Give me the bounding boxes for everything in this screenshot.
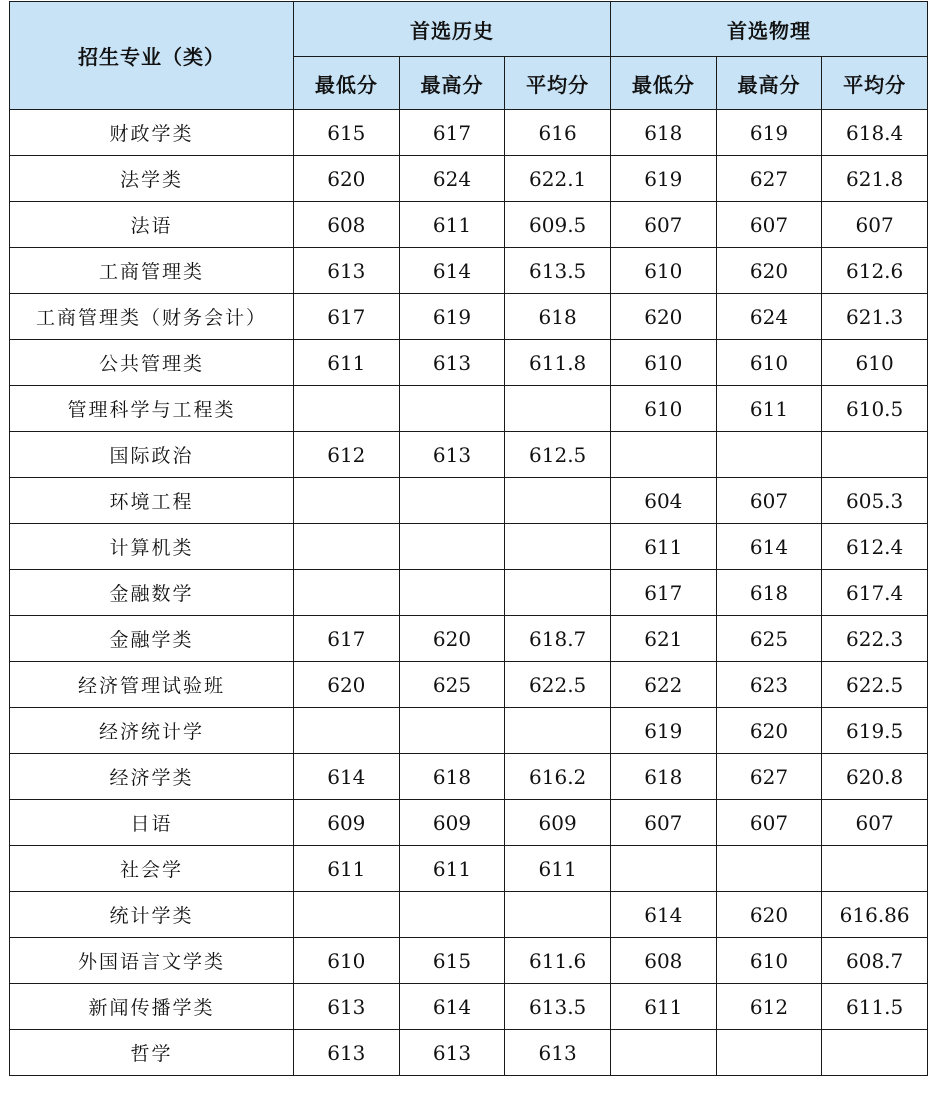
cell-physics-min: 608 — [610, 938, 716, 984]
header-group-physics: 首选物理 — [610, 2, 927, 57]
cell-history-max — [399, 570, 505, 616]
cell-history-max: 614 — [399, 984, 505, 1030]
cell-history-min: 620 — [294, 662, 400, 708]
cell-physics-max: 619 — [716, 110, 822, 156]
cell-physics-min: 611 — [610, 984, 716, 1030]
cell-physics-max: 620 — [716, 248, 822, 294]
cell-physics-max: 610 — [716, 938, 822, 984]
cell-history-max — [399, 478, 505, 524]
table-row — [10, 1030, 928, 1076]
header-history-avg: 平均分 — [505, 57, 611, 110]
table-row — [10, 846, 928, 892]
cell-history-avg: 613 — [505, 1030, 611, 1076]
header-history-min: 最低分 — [294, 57, 400, 110]
cell-major: 社会学 — [10, 846, 294, 892]
cell-major: 统计学类 — [10, 892, 294, 938]
cell-major: 金融学类 — [10, 616, 294, 662]
cell-history-avg: 612.5 — [505, 432, 611, 478]
cell-physics-avg: 622.3 — [822, 616, 928, 662]
cell-history-max: 611 — [399, 202, 505, 248]
cell-history-min — [294, 478, 400, 524]
cell-physics-avg: 618.4 — [822, 110, 928, 156]
cell-physics-avg: 611.5 — [822, 984, 928, 1030]
table-row — [10, 938, 928, 984]
cell-physics-min — [610, 432, 716, 478]
cell-history-avg: 616.2 — [505, 754, 611, 800]
cell-history-min — [294, 708, 400, 754]
cell-history-max — [399, 892, 505, 938]
cell-history-max: 614 — [399, 248, 505, 294]
cell-history-min: 612 — [294, 432, 400, 478]
cell-history-avg: 613.5 — [505, 248, 611, 294]
cell-physics-avg: 608.7 — [822, 938, 928, 984]
cell-history-avg — [505, 524, 611, 570]
cell-history-min: 613 — [294, 984, 400, 1030]
header-major: 招生专业（类） — [10, 2, 294, 110]
cell-history-max: 618 — [399, 754, 505, 800]
table-row — [10, 294, 928, 340]
cell-major: 外国语言文学类 — [10, 938, 294, 984]
cell-physics-avg: 619.5 — [822, 708, 928, 754]
cell-history-min: 608 — [294, 202, 400, 248]
cell-history-avg: 616 — [505, 110, 611, 156]
cell-major: 财政学类 — [10, 110, 294, 156]
cell-physics-avg: 612.6 — [822, 248, 928, 294]
table-body — [10, 110, 928, 1076]
cell-physics-min: 619 — [610, 156, 716, 202]
cell-history-max: 613 — [399, 1030, 505, 1076]
header-history-max: 最高分 — [399, 57, 505, 110]
cell-history-max: 615 — [399, 938, 505, 984]
cell-physics-avg: 616.86 — [822, 892, 928, 938]
table-row — [10, 110, 928, 156]
cell-history-avg — [505, 478, 611, 524]
header-group-history: 首选历史 — [294, 2, 611, 57]
table-row — [10, 800, 928, 846]
cell-history-min — [294, 524, 400, 570]
cell-history-min: 609 — [294, 800, 400, 846]
cell-physics-avg: 622.5 — [822, 662, 928, 708]
cell-physics-avg: 610.5 — [822, 386, 928, 432]
cell-physics-max: 620 — [716, 892, 822, 938]
table-row — [10, 386, 928, 432]
cell-physics-avg: 612.4 — [822, 524, 928, 570]
cell-physics-avg: 610 — [822, 340, 928, 386]
cell-history-min — [294, 570, 400, 616]
cell-major: 环境工程 — [10, 478, 294, 524]
cell-history-max: 625 — [399, 662, 505, 708]
cell-major: 经济统计学 — [10, 708, 294, 754]
table-row — [10, 340, 928, 386]
cell-history-max: 611 — [399, 846, 505, 892]
cell-history-max: 619 — [399, 294, 505, 340]
cell-history-min: 610 — [294, 938, 400, 984]
cell-history-min — [294, 892, 400, 938]
cell-major: 工商管理类（财务会计） — [10, 294, 294, 340]
cell-physics-min: 618 — [610, 754, 716, 800]
cell-history-avg — [505, 892, 611, 938]
cell-history-max: 613 — [399, 340, 505, 386]
cell-physics-min: 620 — [610, 294, 716, 340]
cell-history-avg — [505, 386, 611, 432]
table-row — [10, 984, 928, 1030]
cell-physics-min: 607 — [610, 800, 716, 846]
header-physics-max: 最高分 — [716, 57, 822, 110]
cell-history-min: 613 — [294, 1030, 400, 1076]
header-row-groups — [10, 2, 928, 57]
cell-physics-min: 611 — [610, 524, 716, 570]
cell-physics-min: 621 — [610, 616, 716, 662]
cell-major: 法语 — [10, 202, 294, 248]
cell-history-avg: 618.7 — [505, 616, 611, 662]
cell-history-avg: 611.6 — [505, 938, 611, 984]
cell-major: 国际政治 — [10, 432, 294, 478]
cell-major: 公共管理类 — [10, 340, 294, 386]
cell-physics-min: 607 — [610, 202, 716, 248]
cell-physics-max: 607 — [716, 800, 822, 846]
cell-history-max: 617 — [399, 110, 505, 156]
cell-physics-max: 614 — [716, 524, 822, 570]
cell-physics-max: 627 — [716, 156, 822, 202]
table-row — [10, 570, 928, 616]
table-header — [10, 2, 928, 110]
cell-physics-max — [716, 1030, 822, 1076]
cell-history-avg: 609 — [505, 800, 611, 846]
table-row — [10, 616, 928, 662]
cell-physics-min: 617 — [610, 570, 716, 616]
cell-physics-avg: 607 — [822, 202, 928, 248]
cell-physics-max: 607 — [716, 202, 822, 248]
cell-physics-max: 610 — [716, 340, 822, 386]
cell-history-avg: 611 — [505, 846, 611, 892]
cell-history-max: 609 — [399, 800, 505, 846]
cell-history-min — [294, 386, 400, 432]
cell-history-max: 613 — [399, 432, 505, 478]
cell-major: 日语 — [10, 800, 294, 846]
cell-physics-max: 612 — [716, 984, 822, 1030]
cell-physics-min: 622 — [610, 662, 716, 708]
cell-history-min: 611 — [294, 846, 400, 892]
cell-major: 金融数学 — [10, 570, 294, 616]
cell-physics-max: 607 — [716, 478, 822, 524]
cell-history-avg: 622.5 — [505, 662, 611, 708]
cell-history-max — [399, 386, 505, 432]
cell-history-min: 615 — [294, 110, 400, 156]
cell-physics-min: 614 — [610, 892, 716, 938]
cell-physics-max: 618 — [716, 570, 822, 616]
cell-physics-avg: 605.3 — [822, 478, 928, 524]
table-row — [10, 432, 928, 478]
cell-physics-min: 604 — [610, 478, 716, 524]
cell-physics-min — [610, 846, 716, 892]
cell-physics-max: 625 — [716, 616, 822, 662]
cell-major: 工商管理类 — [10, 248, 294, 294]
cell-history-max: 624 — [399, 156, 505, 202]
cell-history-avg: 622.1 — [505, 156, 611, 202]
cell-major: 计算机类 — [10, 524, 294, 570]
cell-history-avg: 618 — [505, 294, 611, 340]
table-row — [10, 754, 928, 800]
cell-physics-min: 610 — [610, 340, 716, 386]
cell-history-min: 611 — [294, 340, 400, 386]
cell-physics-max: 624 — [716, 294, 822, 340]
table-row — [10, 248, 928, 294]
cell-history-avg: 611.8 — [505, 340, 611, 386]
table-row — [10, 156, 928, 202]
cell-physics-max: 611 — [716, 386, 822, 432]
cell-history-avg: 609.5 — [505, 202, 611, 248]
cell-physics-avg: 621.3 — [822, 294, 928, 340]
table-row — [10, 662, 928, 708]
cell-major: 经济管理试验班 — [10, 662, 294, 708]
cell-physics-min: 618 — [610, 110, 716, 156]
cell-major: 哲学 — [10, 1030, 294, 1076]
cell-physics-min — [610, 1030, 716, 1076]
cell-major: 管理科学与工程类 — [10, 386, 294, 432]
cell-physics-max: 623 — [716, 662, 822, 708]
score-table — [9, 1, 928, 1076]
cell-major: 法学类 — [10, 156, 294, 202]
cell-physics-avg: 607 — [822, 800, 928, 846]
cell-physics-avg: 617.4 — [822, 570, 928, 616]
cell-history-avg — [505, 570, 611, 616]
header-physics-min: 最低分 — [610, 57, 716, 110]
cell-history-avg — [505, 708, 611, 754]
table-row — [10, 478, 928, 524]
cell-physics-avg — [822, 1030, 928, 1076]
table-row — [10, 524, 928, 570]
cell-history-min: 620 — [294, 156, 400, 202]
cell-history-min: 617 — [294, 616, 400, 662]
table-row — [10, 708, 928, 754]
cell-physics-avg: 621.8 — [822, 156, 928, 202]
cell-history-max — [399, 524, 505, 570]
cell-physics-max — [716, 432, 822, 478]
cell-history-min: 614 — [294, 754, 400, 800]
cell-physics-avg: 620.8 — [822, 754, 928, 800]
cell-history-min: 613 — [294, 248, 400, 294]
cell-physics-min: 610 — [610, 248, 716, 294]
cell-history-max — [399, 708, 505, 754]
cell-physics-avg — [822, 432, 928, 478]
cell-physics-max: 620 — [716, 708, 822, 754]
cell-history-min: 617 — [294, 294, 400, 340]
cell-physics-min: 610 — [610, 386, 716, 432]
header-physics-avg: 平均分 — [822, 57, 928, 110]
cell-major: 新闻传播学类 — [10, 984, 294, 1030]
table-row — [10, 892, 928, 938]
table-row — [10, 202, 928, 248]
cell-history-avg: 613.5 — [505, 984, 611, 1030]
cell-physics-max: 627 — [716, 754, 822, 800]
cell-physics-avg — [822, 846, 928, 892]
cell-physics-min: 619 — [610, 708, 716, 754]
cell-history-max: 620 — [399, 616, 505, 662]
cell-physics-max — [716, 846, 822, 892]
cell-major: 经济学类 — [10, 754, 294, 800]
